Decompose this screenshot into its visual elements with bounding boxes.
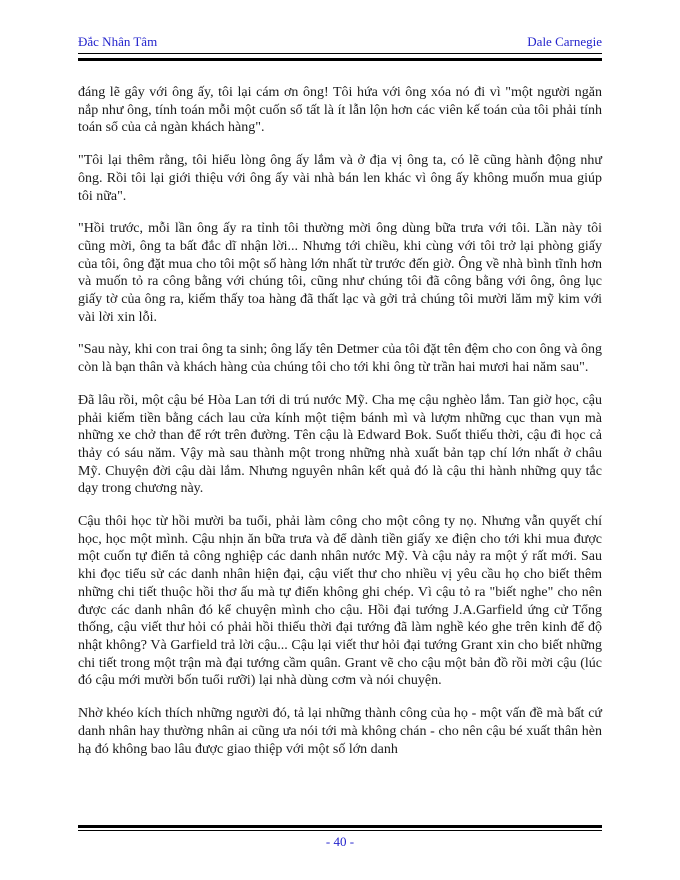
page-body [78,84,602,773]
paragraph: đáng lẽ gây với ông ấy, tôi lại cám ơn ông! Tôi hứa với ông xóa nó đi vì "một người ngăn nắp như ông, tính toán mỗi một cuốn sổ tất là ít lẫn lộn hơn các viên kế toán của tôi phải tính toán sổ của cả ngàn khách hàng". [78,85,602,136]
paragraph: "Tôi lại thêm rằng, tôi hiểu lòng ông ấy lắm và ở địa vị ông ta, có lẽ cũng hành động như ông. Rồi tôi lại giới thiệu với ông ấy vài nhà bán len khác vì ông ấy không muốn mua giúp tôi nữa". [78,153,602,204]
header-author: Dale Carnegie [527,34,602,49]
paragraph: Nhờ khéo kích thích những người đó, tả lại những thành công của họ - một vấn đề mà bất cứ danh nhân hay thường nhân ai cũng ưa nói tới mà không chán - cho nên cậu bé xuất thân hèn hạ đó không bao lâu được giao thiệp với một số lớn danh [78,706,602,757]
page-header [78,34,602,54]
paragraph: Cậu thôi học từ hồi mười ba tuổi, phải làm công cho một công ty nọ. Nhưng vẫn quyết chí học, học một mình. Cậu nhịn ăn bữa trưa và để dành tiền giấy xe điện cho tới khi mua được một cuốn tự điển tả công nghiệp các danh nhân nước Mỹ. Và cậu nảy ra một ý rất mới. Sau khi đọc tiểu sử các danh nhân hiện đại, cậu viết thư cho nhiều vị yêu cầu họ cho biết thêm những chi tiết thuộc hồi thơ ấu mà tự điển không ghi chép. Vì cậu tỏ ra "biết nghe" cho nên được các danh nhân đó kể chuyện mình cho cậu. Hồi đại tướng J.A.Garfield ứng cử Tổng thống, cậu viết thư hỏi có phải hồi thiếu thời đại tướng đã làm nghề kéo ghe trên kinh để độ nhật không? Và Garfield trả lời cậu... Cậu lại viết thư hỏi đại tướng Grant xin cho biết những chi tiết trong một trận mà đại tướng cầm quân. Grant vẽ cho cậu một bản đồ rồi mời cậu (lúc đó cậu mới mười bốn tuổi rưỡi) lại nhà dùng cơm và nói chuyện. [78,514,602,689]
footer-divider-thin [78,830,602,831]
header-divider [78,58,602,61]
paragraph: "Sau này, khi con trai ông ta sinh; ông lấy tên Detmer của tôi đặt tên đệm cho con ông và ông còn là bạn thân và khách hàng của chúng tôi cho tới khi ông từ trần hai mươi hai năm sau". [78,342,602,376]
paragraph: Đã lâu rồi, một cậu bé Hòa Lan tới di trú nước Mỹ. Cha mẹ cậu nghèo lắm. Tan giờ học, cậu phải kiếm tiền bằng cách lau cửa kính một tiệm bánh mì và lượm những cục than vụn mà những xe chở than để rớt trên đường. Tên cậu là Edward Bok. Suốt thiếu thời, cậu đi học cả thảy có sáu năm. Vậy mà sau thành một trong những nhà xuất bản tạp chí lớn nhất ở châu Mỹ. Chuyện đời cậu dài lắm. Nhưng nguyên nhân kết quả đó là cậu thi hành những quy tắc dạy trong chương này. [78,392,602,497]
header-book-title: Đắc Nhân Tâm [78,34,158,49]
footer-divider-thick [78,825,602,828]
page-footer [78,825,602,850]
page-number: - 40 - [325,834,355,849]
paragraph: "Hồi trước, mỗi lần ông ấy ra tỉnh tôi thường mời ông dùng bữa trưa với tôi. Lần này tôi cũng mời, ông ta bất đắc dĩ nhận lời... Nhưng tới chiều, khi cùng với tôi trở lại phòng giấy của tôi, ông đặt mua cho tôi một số hàng lớn nhất từ trước đến giờ. Ông về nhà bình tĩnh hơn và muốn tỏ ra công bằng với chúng tôi, cũng như chúng tôi đã công bằng với ông, ông lục giấy tờ của ông ra, kiếm thấy toa hàng đã thất lạc và gởi trả chúng tôi mười lăm mỹ kim với vài lời xin lỗi. [78,221,602,325]
